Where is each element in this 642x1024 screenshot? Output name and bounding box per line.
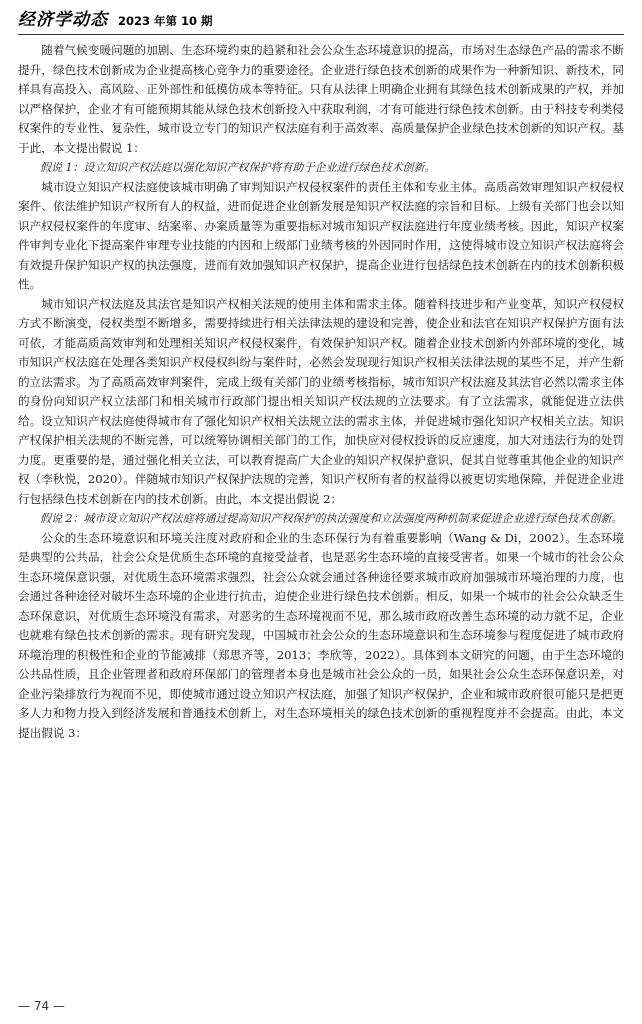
paragraph: 城市设立知识产权法庭使该城市明确了审判知识产权侵权案件的责任主体和专业主体。高质高效审理知识产权侵权案件、依法维护知识产权所有人的权益，进而促进企业创新发展是知识产权法庭的宗旨和目标。上级有关部门也会以知识产权侵权案件的年度审、结案率、办案质量等为重要指标对城市知识产权法庭进行年度业绩考核。因此，知识产权案件审判专业化下提高案件审理专业技能的内因和上级部门业绩考核的外因同时作用，这使得城市设立知识产权法庭将会有效提升保护知识产权的执法强度，进而有效加强知识产权保护，提高企业进行包括绿色技术创新在内的技术创新积极性。 <box>18 179 624 291</box>
journal-title: 经济学动态 <box>18 10 108 30</box>
paragraph: 公众的生态环境意识和环境关注度对政府和企业的生态环保行为有着重要影响（Wang & Di，2002）。生态环境是典型的公共品，社会公众是优质生态环境的直接受益者，也是恶劣生态环境的直接受害者。如果一个城市的社会公众生态环境保意识强，对优质生态环境需求强烈，社会公众就会通过各种途径要求城市政府加强城市环境治理的力度，也会通过各种途径对破坏生态环境的企业进行抗击，迫使企业进行绿色技术创新。相反，如果一个城市的社会公众缺乏生态环保意识，对优质生态环境没有需求，对恶劣的生态环境视而不见，那么城市政府改善生态环境的动力就不足，企业也就难有绿色技术创新的需求。现有研究发现，中国城市社会公众的生态环境意识和生态环境参与程度促进了城市政府环境治理的积极性和企业的节能减排（郑思齐等，2013；李欣等，2022）。具体到本文研究的问题，由于生态环境的公共品性质，且企业管理者和政府环保部门的管理者本身也是城市社会公众的一员，如果社会公众生态环保意识差，对企业污染排放行为视而不见，即使城市通过设立知识产权法庭，加强了知识产权保护，企业和城市政府很可能只是把更多人力和物力投入到经济发展和普通技术创新上，对生态环境相关的绿色技术创新的重视程度并不会提高。由此，本文提出假说 3： <box>18 530 624 740</box>
hypothesis-2: 假说 2：城市设立知识产权法庭将通过提高知识产权保护的执法强度和立法强度两种机制来促进企业进行绿色技术创新。 <box>40 512 623 525</box>
header-rule <box>18 34 624 35</box>
paragraph: 城市知识产权法庭及其法官是知识产权相关法规的使用主体和需求主体。随着科技进步和产业变革，知识产权侵权方式不断演变，侵权类型不断增多，需要持续进行相关法律法规的建设和完善，使企业和法官在知识产权保护方面有法可依，才能高质高效审判和处理相关知识产权侵权案件，有效保护知识产权。随着企业技术创新内外部环境的变化，城市知识产权法庭在处理各类知识产权侵权纠纷与案件时，必然会发现现行知识产权相关法律法规的某些不足，并产生新的立法需求。为了高质高效审判案件，完成上级有关部门的业绩考核指标，城市知识产权法庭及其法官必然以需求主体的身份向知识产权立法部门和相关城市行政部门提出相关知识产权法规的立法要求。有了立法需求，就能促进立法供给。设立知识产权法庭使得城市有了强化知识产权相关法规立法的需求主体，并促进城市强化知识产权相关立法。知识产权保护相关法规的不断完善，可以统筹协调相关部门的工作，加快应对侵权投诉的反应速度，加大对违法行为的处罚力度。更重要的是，通过强化相关立法，可以教育提高广大企业的知识产权保护意识，促其自觉尊重其他企业的知识产权（李秋悦，2020）。伴随城市知识产权保护法规的完善，知识产权所有者的权益得以被更切实地保障，并促进企业进行包括绿色技术创新在内的技术创新。由此，本文提出假说 2： <box>18 296 624 506</box>
issue-label: 2023 年第 10 期 <box>118 14 213 28</box>
running-header <box>18 8 624 30</box>
paragraph: 随着气候变暖问题的加剧、生态环境约束的趋紧和社会公众生态环境意识的提高，市场对生态绿色产品的需求不断提升，绿色技术创新成为企业提高核心竞争力的重要途径。企业进行绿色技术创新的成果作为一种新知识、新技术，同样具有高投入、高风险、正外部性和低模仿成本等特征。只有从法律上明确企业拥有其绿色技术创新成果的产权，并加以严格保护，企业才有可能预期其能从绿色技术创新投入中获取利润，才有可能进行绿色技术创新。由于科技专利类侵权案件的专业性、复杂性，城市设立专门的知识产权法庭有利于高效率、高质量保护企业绿色技术创新的知识产权。基于此，本文提出假说 1： <box>18 43 624 155</box>
article-body <box>18 41 624 996</box>
page-number: — 74 — <box>18 999 65 1013</box>
hypothesis-1: 假说 1：设立知识产权法庭以强化知识产权保护将有助于企业进行绿色技术创新。 <box>40 161 436 174</box>
